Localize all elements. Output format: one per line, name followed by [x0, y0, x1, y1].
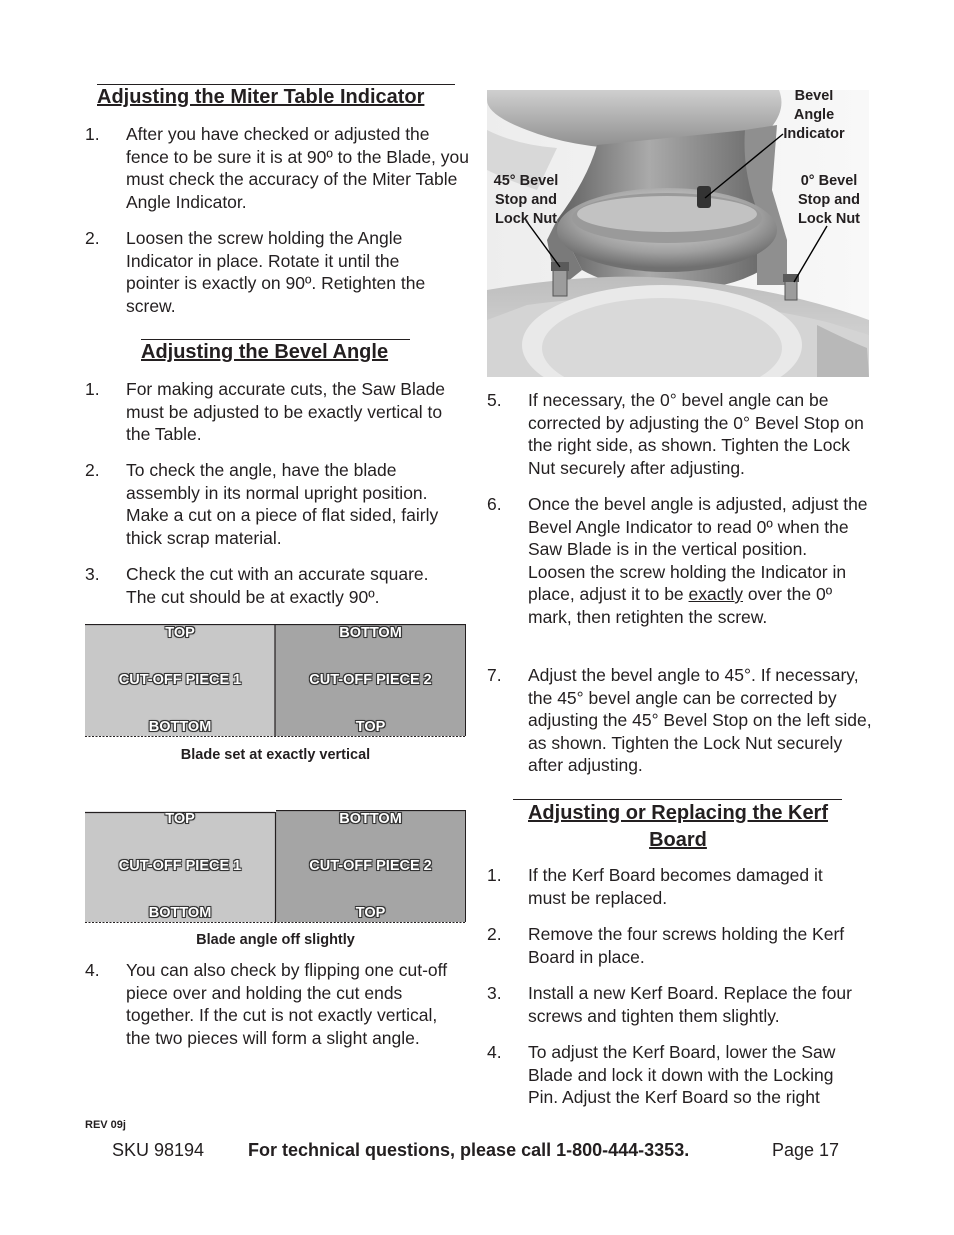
item-text: Loosen the screw holding the Angle Indicator in place. Rotate it until the pointer is exactly on 90º. Retighten the screw. [126, 228, 426, 316]
cutoff-piece-2 [275, 810, 466, 922]
piece-label-bottom: BOTTOM [148, 719, 212, 735]
heading-line: Board [649, 829, 707, 851]
figure-caption: Blade angle off slightly [196, 932, 355, 948]
item-number: 3. [85, 564, 100, 584]
bevel-stop-photo [487, 90, 869, 377]
item-number: 7. [487, 665, 502, 685]
page-number: Page 17 [772, 1140, 840, 1160]
callout-line: Stop and [797, 192, 861, 208]
item-number: 1. [487, 865, 502, 885]
item-text: To adjust the Kerf Board, lower the Saw Blade and lock it down with the Locking Pin. Adjust the Kerf Board so the right [528, 1042, 836, 1107]
figure-caption: Blade set at exactly vertical [180, 747, 371, 763]
item-text: You can also check by flipping one cut-off piece over and holding the cut ends together. If the cut is not exactly vertical, the two pieces will form a slight angle. [126, 960, 448, 1048]
section-heading-miter: Adjusting the Miter Table Indicator [97, 86, 425, 108]
piece-label-top: BOTTOM [339, 811, 402, 827]
callout-line: Lock Nut [494, 211, 558, 227]
item-number: 1. [85, 124, 100, 144]
item-text: Adjust the bevel angle to 45°. If necessary, the 45° bevel angle can be corrected by adjusting the 45° Bevel Stop on the left side, as shown. Tighten the Lock Nut securely after adjusting. [528, 665, 872, 775]
item-text-part: Once the bevel angle is adjusted, adjust the Bevel Angle Indicator to read 0º when the Saw Blade is in the vertical position. Loosen the screw holding the Indicator in place, adjust it to be [528, 494, 868, 604]
piece-label-name: CUT-OFF PIECE 1 [118, 672, 242, 688]
item-text: After you have checked or adjusted the fence to be sure it is at 90º to the Blade, you must check the accuracy of the Miter Table Angle Indicator. [126, 124, 469, 212]
piece-label-top: TOP [165, 625, 195, 641]
callout-bevel-angle-indicator [775, 90, 853, 144]
sku-number: SKU 98194 [112, 1140, 205, 1160]
item-number: 3. [487, 983, 502, 1003]
callout-line: Angle [793, 107, 835, 123]
technical-support-line: For technical questions, please call 1-800-444-3353. [248, 1140, 690, 1160]
section-heading-bevel: Adjusting the Bevel Angle [141, 341, 389, 363]
piece-label-name: CUT-OFF PIECE 2 [309, 858, 432, 874]
piece-label-bottom: TOP [355, 905, 386, 921]
item-number: 5. [487, 390, 502, 410]
piece-label-top: TOP [165, 811, 195, 827]
item-number: 6. [487, 494, 502, 514]
callout-line: Stop and [494, 192, 558, 208]
item-text-emphasis: exactly [688, 584, 743, 604]
item-text: Install a new Kerf Board. Replace the four screws and tighten them slightly. [528, 983, 852, 1026]
item-number: 4. [85, 960, 100, 980]
piece-label-name: CUT-OFF PIECE 2 [309, 672, 432, 688]
cutoff-diagram-outline [85, 624, 466, 738]
item-text: If the Kerf Board becomes damaged it must be replaced. [528, 865, 823, 908]
cutoff-piece-1 [85, 810, 275, 922]
item-number: 4. [487, 1042, 502, 1062]
callout-line: Bevel [794, 90, 834, 104]
item-text: If necessary, the 0° bevel angle can be corrected by adjusting the 0° Bevel Stop on the right side, as shown. Tighten the Lock Nut securely after adjusting. [528, 390, 864, 478]
item-number: 2. [85, 460, 100, 480]
callout-0-bevel-stop [789, 172, 869, 229]
item-number: 2. [487, 924, 502, 944]
item-number: 1. [85, 379, 100, 399]
item-text: Check the cut with an accurate square. The cut should be at exactly 90º. [126, 564, 429, 607]
item-text: Remove the four screws holding the Kerf Board in place. [528, 924, 845, 967]
item-text [528, 493, 868, 628]
callout-line: 45° Bevel [493, 173, 559, 189]
piece-label-name: CUT-OFF PIECE 1 [118, 858, 242, 874]
item-text: For making accurate cuts, the Saw Blade must be adjusted to be exactly vertical to the Table. [126, 379, 446, 444]
item-text: To check the angle, have the blade assembly in its normal upright position. Make a cut on a piece of flat sided, fairly thick scrap material. [126, 460, 439, 548]
heading-line: Adjusting or Replacing the Kerf [527, 802, 829, 824]
piece-label-top: BOTTOM [339, 625, 402, 641]
item-text-part: over the 0º mark, then retighten the screw. [528, 584, 833, 627]
revision-code: REV 09j [85, 1119, 126, 1131]
cutoff-diagram-vertical [85, 624, 466, 736]
item-number: 2. [85, 228, 100, 248]
piece-label-bottom: TOP [355, 719, 386, 735]
section-heading-kerf [487, 800, 869, 854]
cutoff-diagram-angled [85, 810, 466, 922]
piece-label-bottom: BOTTOM [148, 905, 212, 921]
callout-line: Indicator [783, 126, 845, 142]
callout-line: Lock Nut [797, 211, 861, 227]
callout-line: 0° Bevel [800, 173, 858, 189]
callout-45-bevel-stop [487, 172, 565, 229]
